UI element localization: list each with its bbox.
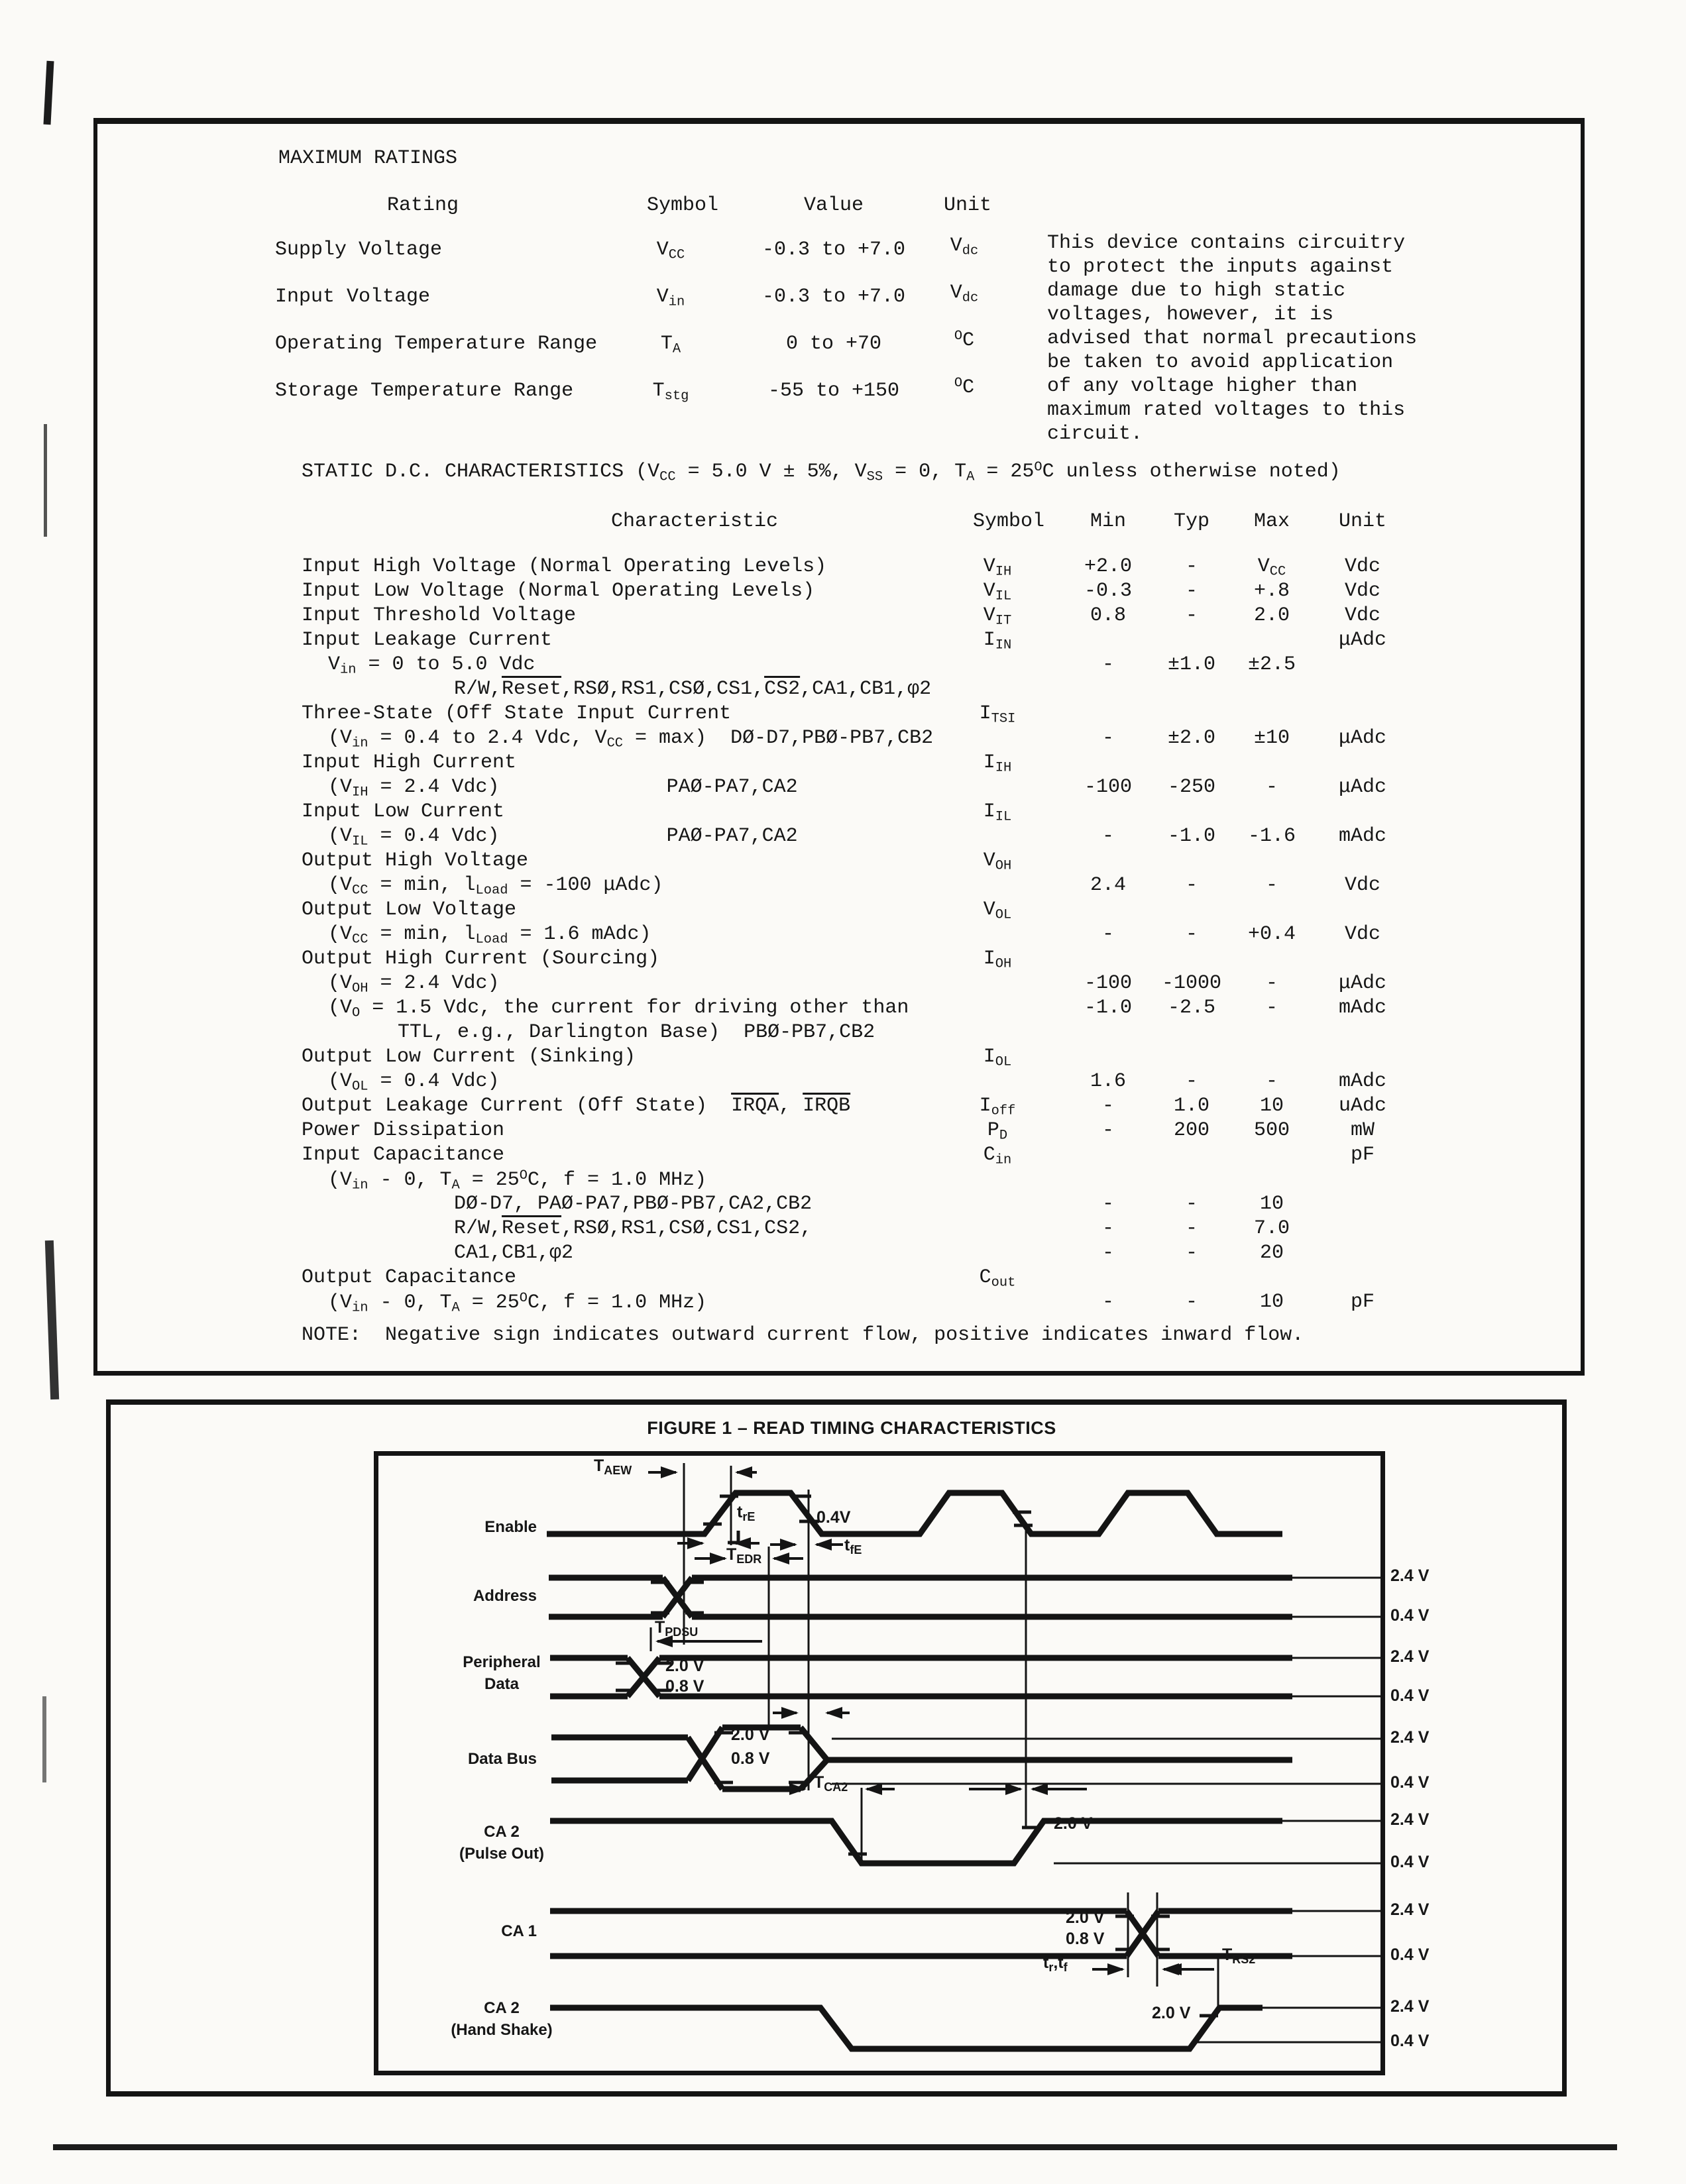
note-text-line: This device contains circuitry (1047, 232, 1406, 254)
value-unit: pF (1350, 1291, 1375, 1313)
value-min: -1.0 (1084, 997, 1133, 1019)
characteristic-text: Input Leakage Current (302, 629, 553, 651)
rail-voltage-label: 0.4 V (1390, 1686, 1430, 1705)
rating-symbol: $T_A$ (660, 333, 681, 357)
characteristic-text: ($V_{in} - 0$, $T_A = 25^OC$, f = 1.0 MHz) (328, 1291, 707, 1316)
signal-label: Data Bus (467, 1750, 537, 1768)
characteristic-text: ($V_{OH} = 2.4$ Vdc) (328, 972, 500, 997)
rating-value: -0.3 to +7.0 (761, 239, 906, 261)
characteristic-text: Output High Current (Sourcing) (302, 948, 660, 970)
value-min: - (1101, 1242, 1115, 1264)
rating-name: Operating Temperature Range (275, 333, 598, 355)
col-header-unit: Unit (943, 194, 992, 217)
scan-artifact (43, 61, 54, 125)
col-header-symbol: Symbol (646, 194, 719, 217)
rating-name: Supply Voltage (275, 239, 443, 261)
characteristic-symbol: $C_{out}$ (979, 1266, 1016, 1291)
note-line: NOTE: Negative sign indicates outward current flow, positive indicates inward flow. (302, 1324, 1304, 1346)
value-min: - (1101, 653, 1115, 676)
value-typ: -2.5 (1167, 997, 1216, 1019)
t-ca2-label: $T_{CA2}$ (814, 1773, 848, 1794)
characteristic-text: Output High Voltage (302, 849, 529, 872)
scan-artifact (53, 2144, 1617, 2150)
value-min: 2.4 (1090, 874, 1127, 897)
value-max: +.8 (1253, 580, 1290, 602)
rail-voltage-label: 2.4 V (1390, 1647, 1430, 1666)
peripheral-08v-label: 0.8 V (665, 1677, 704, 1696)
value-max: - (1265, 776, 1278, 798)
rail-voltage-label: 2.4 V (1390, 1566, 1430, 1585)
col-header-unit: Unit (1338, 510, 1387, 533)
handshake-20v-label: 2.0 V (1152, 2004, 1191, 2022)
scan-artifact (45, 1240, 59, 1399)
value-max: - (1265, 972, 1278, 995)
value-unit: Vdc (1344, 555, 1381, 578)
t-pdsu-label: $T_{PDSU}$ (655, 1618, 699, 1639)
note-text-line: advised that normal precautions (1047, 327, 1418, 350)
value-unit: mAdc (1338, 825, 1387, 847)
characteristic-text: ($V_{IH} = 2.4$ Vdc) PAØ-PA7,CA2 (328, 776, 798, 800)
value-min: - (1101, 1119, 1115, 1142)
characteristic-text: ($V_{CC} = \min$, $l_{Load} = 1.6$ mAdc) (328, 923, 651, 948)
col-header-value: Value (803, 194, 864, 217)
static-dc-title: STATIC D.C. CHARACTERISTICS ($V_{CC} = 5.0$ V ± 5%, $V_{SS} = 0$, $T_A = 25^OC$ unless otherwise noted) (302, 460, 1341, 485)
t-re-label: $t_{rE}$ (737, 1503, 756, 1524)
value-min: - (1101, 1193, 1115, 1215)
enable-04v-label: 0.4V (816, 1508, 851, 1527)
signal-label: CA 2 (Pulse Out) (459, 1823, 544, 1863)
value-min: -100 (1084, 776, 1133, 798)
note-text-line: damage due to high static (1047, 280, 1346, 302)
rail-voltage-label: 0.4 V (1390, 1773, 1430, 1792)
signal-label: CA 2 (Hand Shake) (451, 1999, 553, 2039)
signal-label: Address (473, 1587, 537, 1605)
t-fe-label: $t_{fE}$ (844, 1536, 862, 1557)
characteristic-symbol: $V_{IH}$ (983, 555, 1012, 580)
rail-voltage-label: 2.4 V (1390, 1997, 1430, 2016)
value-max: - (1265, 1070, 1278, 1093)
value-max: ±10 (1253, 727, 1290, 749)
rail-voltage-label: 2.4 V (1390, 1810, 1430, 1829)
scan-artifact (42, 1696, 46, 1782)
signal-label: CA 1 (501, 1922, 537, 1940)
characteristic-text: ($V_{in} - 0$, $T_A = 25^OC$, f = 1.0 MHz) (328, 1168, 707, 1193)
rating-unit: $V_{dc}$ (950, 235, 979, 259)
value-max: 500 (1253, 1119, 1290, 1142)
value-typ: 1.0 (1173, 1095, 1210, 1117)
characteristic-text: Input High Current (302, 751, 517, 774)
col-header-characteristic: Characteristic (610, 510, 779, 533)
note-text-line: maximum rated voltages to this (1047, 399, 1406, 421)
value-min: 1.6 (1090, 1070, 1127, 1093)
rail-voltage-label: 2.4 V (1390, 1900, 1430, 1919)
characteristic-symbol: $I_{IN}$ (983, 629, 1012, 653)
value-typ: ±1.0 (1167, 653, 1216, 676)
rating-unit: $^O$C (954, 329, 975, 353)
characteristic-text: ($V_{OL} = 0.4$ Vdc) (328, 1070, 500, 1095)
characteristic-text: ($V_{CC} = \min$, $l_{Load} = -100$ μAdc) (328, 874, 663, 899)
characteristic-symbol: $I_{off}$ (979, 1095, 1016, 1119)
value-typ: - (1185, 580, 1198, 602)
note-text-line: circuit. (1047, 423, 1143, 445)
value-max: $V_{CC}$ (1257, 555, 1286, 580)
col-header-symbol: Symbol (972, 510, 1045, 533)
value-min: -0.3 (1084, 580, 1133, 602)
rail-voltage-label: 0.4 V (1390, 2032, 1430, 2050)
characteristic-text: Output Capacitance (302, 1266, 517, 1289)
characteristic-symbol: $I_{IH}$ (983, 751, 1012, 776)
characteristic-text: Output Low Voltage (302, 899, 517, 921)
rating-value: -0.3 to +7.0 (761, 286, 906, 308)
characteristic-text: TTL, e.g., Darlington Base) PBØ-PB7,CB2 (398, 1021, 875, 1044)
rail-voltage-label: 0.4 V (1390, 1945, 1430, 1964)
value-max: 7.0 (1253, 1217, 1290, 1240)
value-unit: Vdc (1344, 923, 1381, 946)
note-text-line: to protect the inputs against (1047, 256, 1394, 278)
value-typ: ±2.0 (1167, 727, 1216, 749)
scan-artifact (44, 424, 47, 537)
t-edr-label: $T_{EDR}$ (726, 1545, 762, 1566)
value-typ: - (1185, 1242, 1198, 1264)
value-typ: 200 (1173, 1119, 1210, 1142)
rail-voltage-label: 0.4 V (1390, 1853, 1430, 1871)
note-text-line: of any voltage higher than (1047, 375, 1358, 398)
value-unit: uAdc (1338, 1095, 1387, 1117)
value-max: ±2.5 (1247, 653, 1296, 676)
tr-tf-label: $t_r,t_f$ (1043, 1953, 1068, 1975)
characteristic-symbol: $I_{OH}$ (983, 948, 1012, 972)
characteristic-text: Three-State (Off State Input Current (302, 702, 732, 725)
characteristic-symbol: $I_{TSI}$ (979, 702, 1016, 727)
characteristic-symbol: $I_{IL}$ (983, 800, 1012, 825)
value-unit: Vdc (1344, 874, 1381, 897)
value-typ: - (1185, 555, 1198, 578)
characteristic-text: Input Low Voltage (Normal Operating Levels) (302, 580, 815, 602)
col-header-typ: Typ (1173, 510, 1210, 533)
value-min: - (1101, 825, 1115, 847)
ca2-pulse-20v-label: 2.0 V (1054, 1814, 1093, 1833)
characteristic-text: DØ-D7, PAØ-PA7,PBØ-PB7,CA2,CB2 (454, 1193, 813, 1215)
rating-symbol: $V_{in}$ (656, 286, 685, 310)
value-unit: mW (1350, 1119, 1375, 1142)
characteristic-text: Power Dissipation (302, 1119, 505, 1142)
value-min: - (1101, 1095, 1115, 1117)
characteristic-text: Input Capacitance (302, 1144, 505, 1166)
value-unit: mAdc (1338, 997, 1387, 1019)
value-max: -1.6 (1247, 825, 1296, 847)
value-max: 10 (1259, 1193, 1284, 1215)
characteristic-text: $V_{in} = 0$ to 5.0 Vdc (328, 653, 535, 678)
value-unit: Vdc (1344, 604, 1381, 627)
ca1-20v-label: 2.0 V (1066, 1908, 1105, 1927)
value-max: +0.4 (1247, 923, 1296, 946)
value-typ: - (1185, 923, 1198, 946)
rating-name: Input Voltage (275, 286, 431, 308)
characteristic-symbol: $V_{IT}$ (983, 604, 1012, 629)
rail-voltage-label: 2.4 V (1390, 1728, 1430, 1747)
characteristic-text: ($V_O = 1.5$ Vdc, the current for driving other than (328, 997, 909, 1021)
value-typ: -1000 (1161, 972, 1222, 995)
characteristic-symbol: $P_D$ (987, 1119, 1008, 1144)
value-min: - (1101, 1217, 1115, 1240)
value-max: 2.0 (1253, 604, 1290, 627)
value-min: 0.8 (1090, 604, 1127, 627)
databus-20v-label: 2.0 V (731, 1725, 770, 1744)
value-min: - (1101, 923, 1115, 946)
value-unit: μAdc (1338, 972, 1387, 995)
rating-value: 0 to +70 (785, 333, 882, 355)
characteristic-text: Input High Voltage (Normal Operating Levels) (302, 555, 827, 578)
value-typ: -1.0 (1167, 825, 1216, 847)
value-max: 10 (1259, 1291, 1284, 1313)
databus-08v-label: 0.8 V (731, 1749, 770, 1768)
value-unit: μAdc (1338, 629, 1387, 651)
value-typ: - (1185, 604, 1198, 627)
value-max: 20 (1259, 1242, 1284, 1264)
value-typ: - (1185, 874, 1198, 897)
value-min: +2.0 (1084, 555, 1133, 578)
signal-label: Peripheral Data (463, 1653, 541, 1693)
characteristic-text: Input Low Current (302, 800, 505, 823)
rating-value: -55 to +150 (767, 380, 900, 402)
max-ratings-title: MAXIMUM RATINGS (278, 147, 458, 170)
value-min: -100 (1084, 972, 1133, 995)
characteristic-text: ($V_{IL} = 0.4$ Vdc) PAØ-PA7,CA2 (328, 825, 798, 849)
value-min: - (1101, 727, 1115, 749)
signal-label: Enable (484, 1518, 537, 1536)
rating-unit: $^O$C (954, 376, 975, 400)
characteristic-text: CA1,CB1,φ2 (454, 1242, 574, 1264)
characteristic-symbol: $V_{OL}$ (983, 899, 1012, 923)
characteristic-text: Input Threshold Voltage (302, 604, 577, 627)
peripheral-20v-label: 2.0 V (665, 1657, 704, 1675)
value-typ: -250 (1167, 776, 1216, 798)
value-typ: - (1185, 1291, 1198, 1313)
characteristic-symbol: $V_{OH}$ (983, 849, 1012, 874)
value-unit: μAdc (1338, 727, 1387, 749)
rail-voltage-label: 0.4 V (1390, 1606, 1430, 1625)
value-max: - (1265, 997, 1278, 1019)
col-header-rating: Rating (386, 194, 459, 217)
value-max: - (1265, 874, 1278, 897)
characteristic-symbol: $C_{in}$ (983, 1144, 1012, 1168)
characteristic-symbol: $I_{OL}$ (983, 1046, 1012, 1070)
col-header-max: Max (1253, 510, 1290, 533)
t-rs2-label: $T_{RS2}$ (1222, 1945, 1256, 1967)
value-unit: mAdc (1338, 1070, 1387, 1093)
ca1-08v-label: 0.8 V (1066, 1930, 1105, 1948)
col-header-min: Min (1090, 510, 1127, 533)
value-typ: - (1185, 1217, 1198, 1240)
characteristic-text: ($V_{in} = 0.4$ to 2.4 Vdc, $V_{CC} = \max$) DØ-D7,PBØ-PB7,CB2 (328, 727, 934, 751)
characteristic-text: R/W,Reset,RSØ,RS1,CSØ,CS1,CS2,CA1,CB1,φ2 (454, 678, 932, 700)
value-unit: μAdc (1338, 776, 1387, 798)
value-typ: - (1185, 1070, 1198, 1093)
t-aew-label: $T_{AEW}$ (594, 1456, 632, 1478)
characteristic-text: R/W,Reset,RSØ,RS1,CSØ,CS1,CS2, (454, 1217, 813, 1240)
value-max: 10 (1259, 1095, 1284, 1117)
rating-unit: $V_{dc}$ (950, 282, 979, 306)
note-text-line: be taken to avoid application (1047, 351, 1394, 374)
value-min: - (1101, 1291, 1115, 1313)
value-typ: - (1185, 1193, 1198, 1215)
figure-title: FIGURE 1 – READ TIMING CHARACTERISTICS (647, 1418, 1056, 1438)
characteristic-text: Output Low Current (Sinking) (302, 1046, 636, 1068)
rating-name: Storage Temperature Range (275, 380, 574, 402)
characteristic-text: Output Leakage Current (Off State) IRQA, IRQB (302, 1095, 851, 1117)
value-unit: pF (1350, 1144, 1375, 1166)
characteristic-symbol: $V_{IL}$ (983, 580, 1012, 604)
rating-symbol: $T_{stg}$ (652, 380, 689, 404)
rating-symbol: $V_{CC}$ (656, 239, 685, 263)
value-unit: Vdc (1344, 580, 1381, 602)
note-text-line: voltages, however, it is (1047, 303, 1334, 326)
